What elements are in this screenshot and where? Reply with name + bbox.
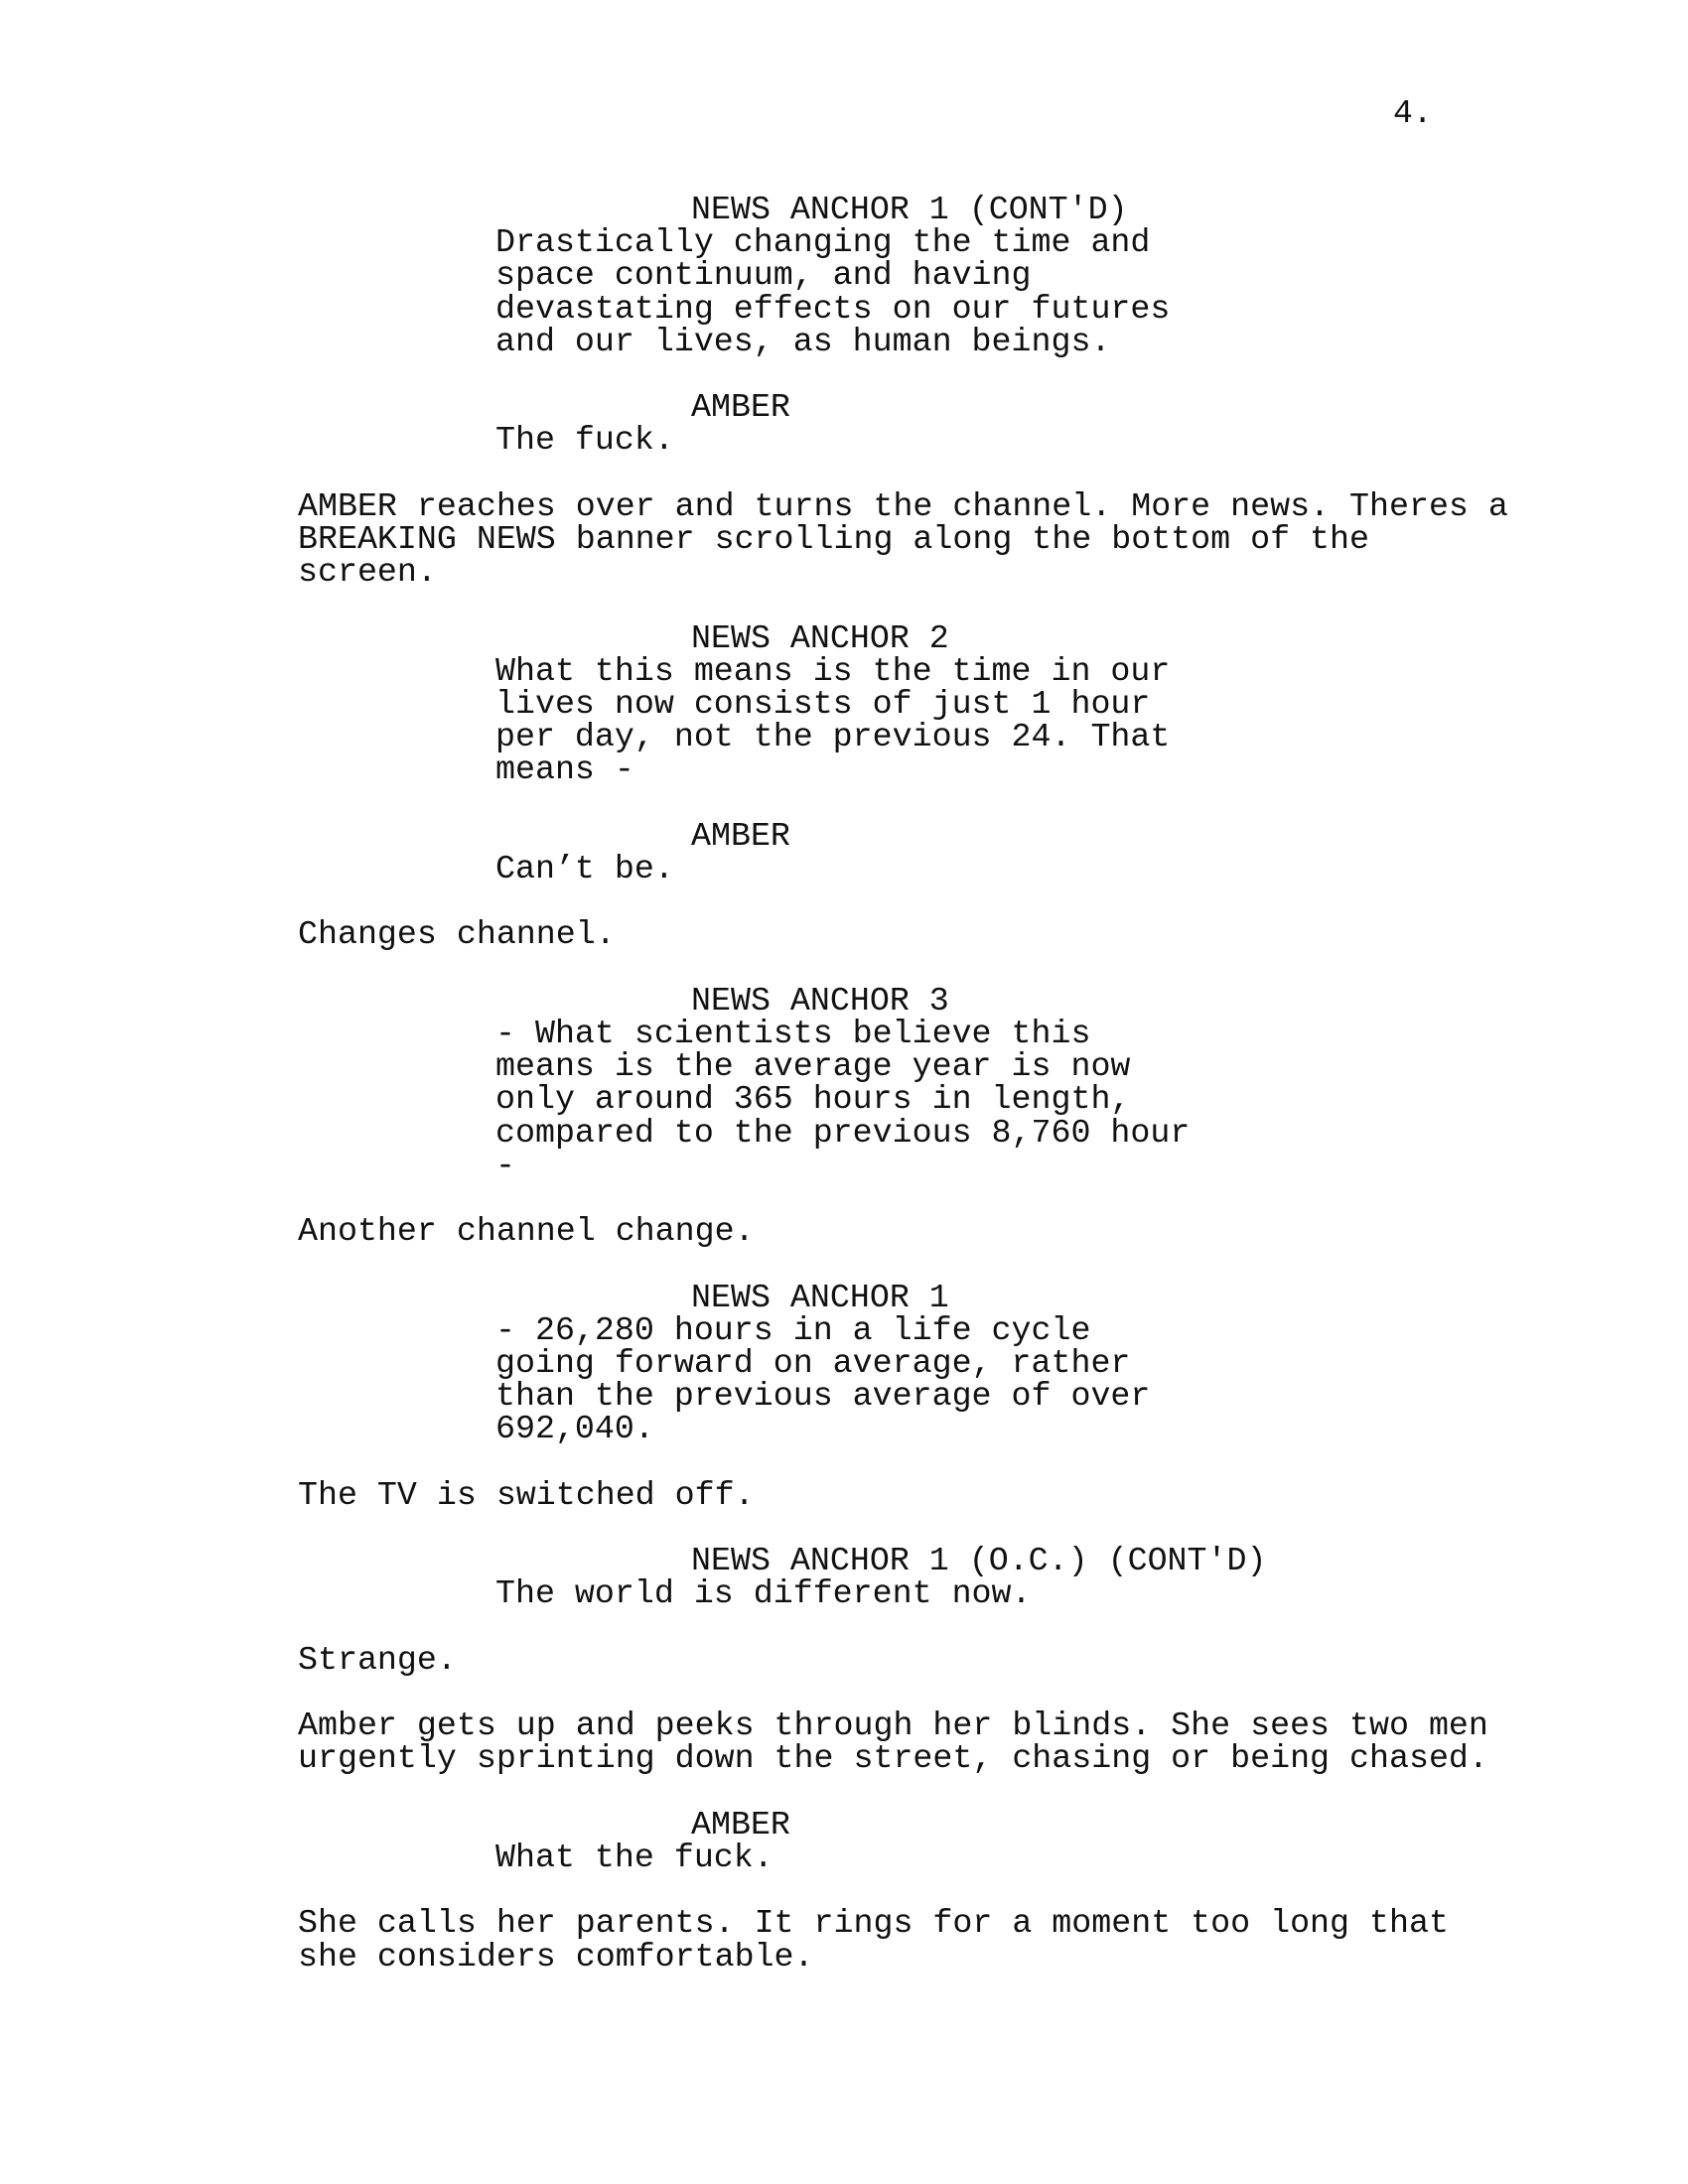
character-name: NEWS ANCHOR 1 bbox=[691, 1278, 949, 1316]
dialogue-line: only around 365 hours in length, bbox=[495, 1080, 1131, 1119]
dialogue-line: What this means is the time in our bbox=[495, 651, 1171, 690]
dialogue-block bbox=[0, 618, 1688, 789]
dialogue-block bbox=[0, 1542, 1688, 1613]
dialogue-block bbox=[0, 816, 1688, 887]
dialogue-block bbox=[0, 981, 1688, 1184]
dialogue-line: means - bbox=[495, 751, 634, 789]
action-block bbox=[0, 1640, 1688, 1679]
character-name: AMBER bbox=[691, 1805, 790, 1843]
dialogue-line: per day, not the previous 24. That bbox=[495, 718, 1171, 756]
action-block bbox=[0, 1706, 1688, 1778]
character-name: AMBER bbox=[691, 816, 790, 855]
action-line: Strange. bbox=[298, 1640, 457, 1679]
dialogue-line: than the previous average of over bbox=[495, 1377, 1151, 1416]
character-name: NEWS ANCHOR 1 (CONT'D) bbox=[691, 191, 1128, 228]
action-block bbox=[0, 915, 1688, 954]
dialogue-line: - What scientists believe this bbox=[495, 1014, 1091, 1052]
dialogue-line: means is the average year is now bbox=[495, 1047, 1131, 1086]
dialogue-line: What the fuck. bbox=[495, 1838, 774, 1876]
action-line: urgently sprinting down the street, chasing or being chased. bbox=[298, 1739, 1488, 1778]
dialogue-line: compared to the previous 8,760 hour bbox=[495, 1113, 1191, 1152]
dialogue-line: and our lives, as human beings. bbox=[495, 322, 1111, 360]
action-line: she considers comfortable. bbox=[298, 1937, 814, 1976]
dialogue-line: Drastically changing the time and bbox=[495, 223, 1151, 262]
action-block bbox=[0, 1904, 1688, 1976]
dialogue-block bbox=[0, 191, 1688, 360]
character-name: NEWS ANCHOR 2 bbox=[691, 618, 949, 657]
action-block bbox=[0, 486, 1688, 592]
action-block bbox=[0, 1212, 1688, 1251]
dialogue-line: 692,040. bbox=[495, 1410, 654, 1448]
character-name: NEWS ANCHOR 3 bbox=[691, 981, 949, 1020]
action-line: screen. bbox=[298, 553, 437, 592]
action-line: AMBER reaches over and turns the channel. More news. Theres a bbox=[298, 486, 1508, 525]
dialogue-line: Can’t be. bbox=[495, 850, 674, 887]
dialogue-line: space continuum, and having bbox=[495, 256, 1032, 295]
dialogue-line: The world is different now. bbox=[495, 1574, 1032, 1613]
action-line: Another channel change. bbox=[298, 1212, 755, 1251]
dialogue-block bbox=[0, 1805, 1688, 1876]
dialogue-line: devastating effects on our futures bbox=[495, 289, 1171, 328]
dialogue-block bbox=[0, 388, 1688, 460]
dialogue-line: going forward on average, rather bbox=[495, 1343, 1131, 1382]
dialogue-line: - 26,280 hours in a life cycle bbox=[495, 1310, 1091, 1349]
dialogue-line: lives now consists of just 1 hour bbox=[495, 685, 1151, 723]
action-line: The TV is switched off. bbox=[298, 1475, 755, 1514]
action-line: BREAKING NEWS banner scrolling along the bottom of the bbox=[298, 520, 1369, 558]
character-name: NEWS ANCHOR 1 (O.C.) (CONT'D) bbox=[691, 1542, 1267, 1580]
dialogue-line: - bbox=[495, 1146, 515, 1184]
action-block bbox=[0, 1475, 1688, 1514]
character-name: AMBER bbox=[691, 388, 790, 427]
page-number: 4. bbox=[1393, 95, 1433, 132]
action-line: She calls her parents. It rings for a moment too long that bbox=[298, 1904, 1449, 1943]
action-line: Amber gets up and peeks through her blinds. She sees two men bbox=[298, 1706, 1488, 1745]
script-body bbox=[0, 191, 1688, 1976]
action-line: Changes channel. bbox=[298, 915, 616, 954]
dialogue-block bbox=[0, 1278, 1688, 1448]
dialogue-line: The fuck. bbox=[495, 421, 674, 460]
